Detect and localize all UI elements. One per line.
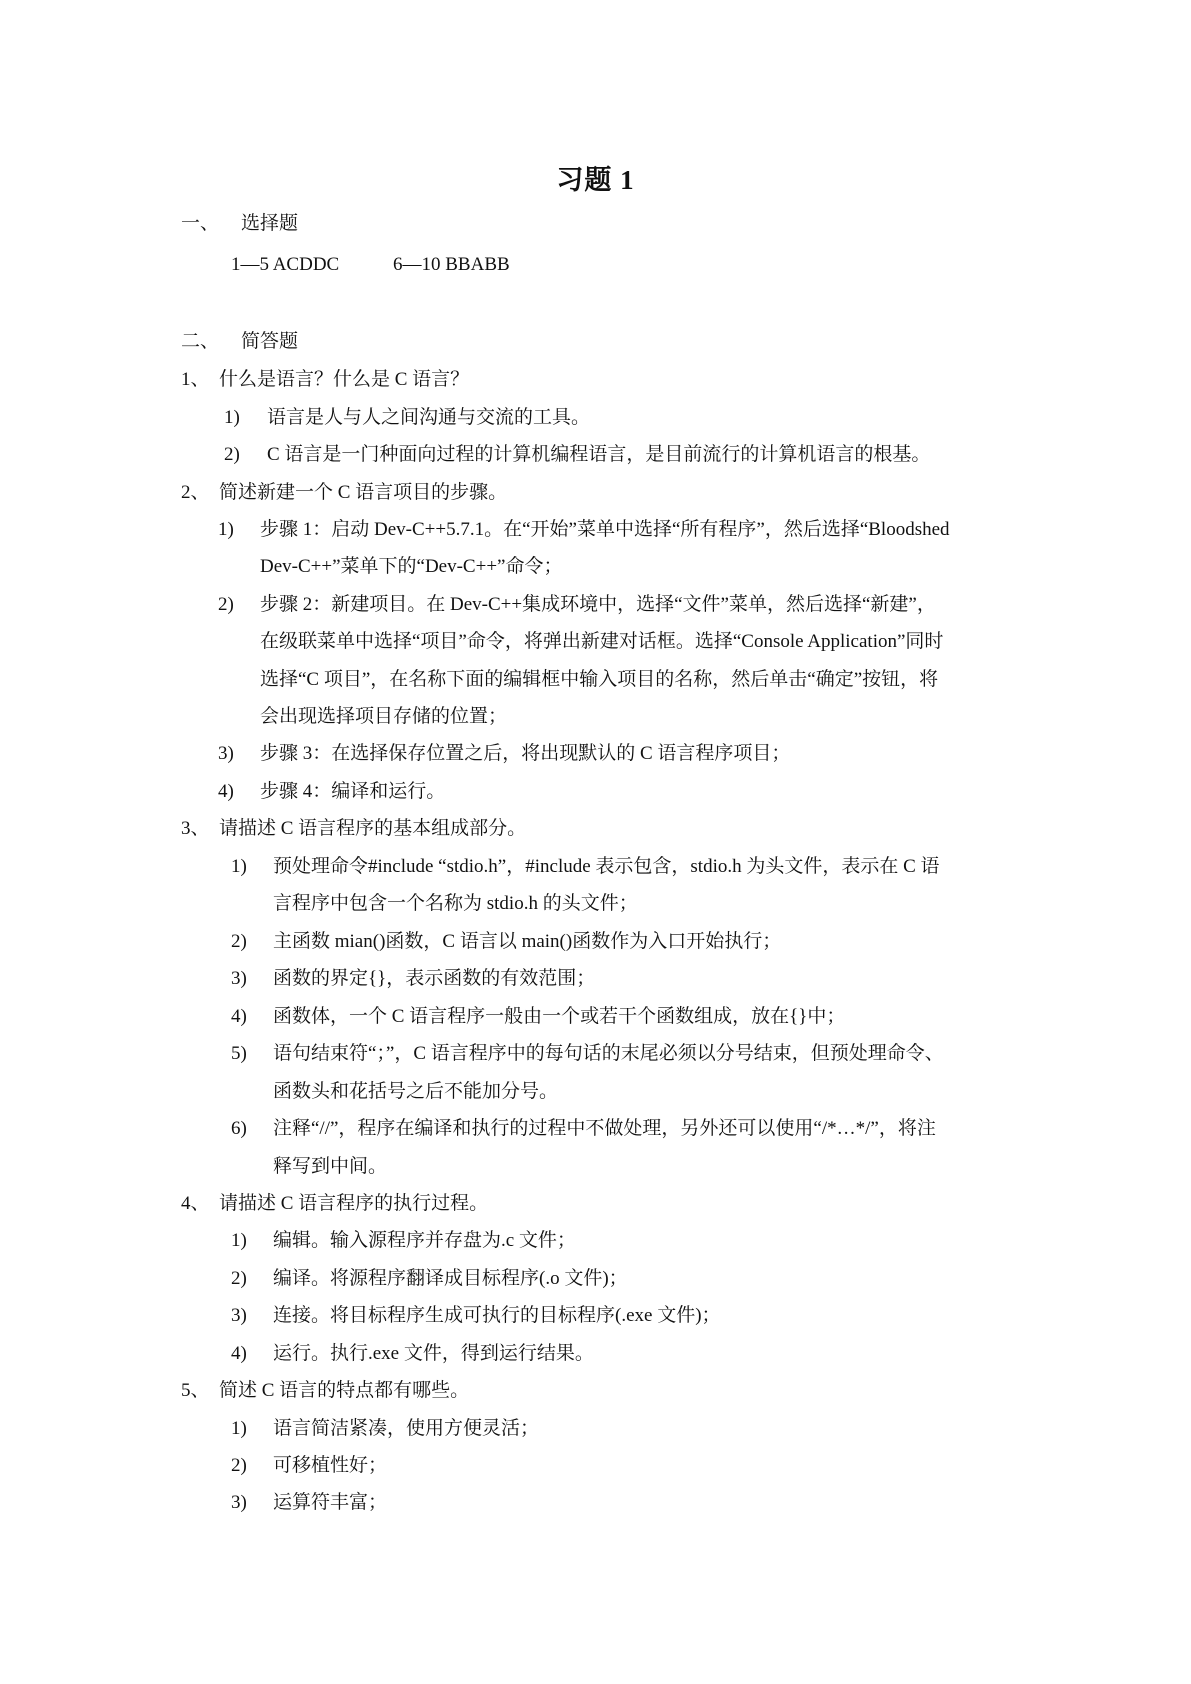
item-continuation: Dev-C++”菜单下的“Dev-C++”命令；: [260, 556, 563, 577]
list-item: [218, 742, 790, 766]
list-item: [231, 1342, 594, 1366]
section-heading-text: 选择题: [241, 213, 299, 234]
item-continuation: 言程序中包含一个名称为 stdio.h 的头文件；: [273, 893, 638, 914]
section-number: 一、: [181, 213, 220, 234]
item-number: 5): [231, 1043, 247, 1064]
item-text: 主函数 mian()函数，C 语言以 main()函数作为入口开始执行；: [273, 931, 782, 952]
list-item: [231, 1417, 539, 1441]
list-item: [231, 967, 595, 991]
item-number: 3): [231, 968, 247, 989]
list-item: [231, 1267, 628, 1291]
question-5: [181, 1379, 469, 1403]
item-text: 步骤 1：启动 Dev-C++5.7.1。在“开始”菜单中选择“所有程序”，然后选择“Bloodshed: [260, 519, 950, 540]
section-number: 二、: [181, 331, 220, 352]
item-number: 1): [231, 1230, 247, 1251]
answers-row-1: 1—5 ACDDC: [231, 254, 340, 275]
item-number: 1): [231, 1418, 247, 1439]
list-item: [231, 1005, 845, 1029]
question-number: 1、: [181, 369, 210, 390]
list-item: [231, 1042, 944, 1066]
answers-row-2: 6—10 BBABB: [393, 254, 510, 275]
section-heading-short-answer: [181, 330, 298, 354]
item-number: 3): [218, 743, 234, 764]
question-number: 4、: [181, 1193, 210, 1214]
question-text: 什么是语言？什么是 C 语言？: [219, 369, 470, 390]
item-text: 编辑。输入源程序并存盘为.c 文件；: [273, 1230, 576, 1251]
item-text: 步骤 4：编译和运行。: [260, 781, 446, 802]
list-item: [231, 855, 940, 879]
list-item: [231, 1454, 387, 1478]
item-text: 连接。将目标程序生成可执行的目标程序(.exe 文件)；: [273, 1305, 721, 1326]
section-heading-text: 简答题: [241, 331, 299, 352]
list-item: [224, 443, 930, 467]
list-item: [231, 1304, 721, 1328]
item-continuation: 选择“C 项目”，在名称下面的编辑框中输入项目的名称，然后单击“确定”按钮，将: [260, 669, 939, 690]
item-text: 函数的界定{}，表示函数的有效范围；: [273, 968, 596, 989]
question-4: [181, 1192, 488, 1216]
question-text: 简述新建一个 C 语言项目的步骤。: [219, 482, 508, 503]
item-continuation: 会出现选择项目存储的位置；: [260, 706, 508, 727]
item-number: 3): [231, 1492, 247, 1513]
item-text: 语句结束符“；”，C 语言程序中的每句话的末尾必须以分号结束，但预处理命令、: [273, 1043, 944, 1064]
list-item: [218, 593, 936, 617]
question-text: 请描述 C 语言程序的基本组成部分。: [219, 818, 527, 839]
question-1: [181, 368, 469, 392]
item-number: 6): [231, 1118, 247, 1139]
question-text: 请描述 C 语言程序的执行过程。: [219, 1193, 489, 1214]
list-item: [224, 406, 590, 430]
question-number: 3、: [181, 818, 210, 839]
item-text: 语言是人与人之间沟通与交流的工具。: [267, 407, 591, 428]
item-text: 步骤 2：新建项目。在 Dev-C++集成环境中，选择“文件”菜单，然后选择“新建”，: [260, 594, 936, 615]
list-item: [218, 780, 445, 804]
item-text: 编译。将源程序翻译成目标程序(.o 文件)；: [273, 1268, 628, 1289]
item-number: 2): [231, 1455, 247, 1476]
list-item: [231, 930, 781, 954]
item-text: 运行。执行.exe 文件，得到运行结果。: [273, 1343, 594, 1364]
item-number: 4): [231, 1006, 247, 1027]
list-item: [231, 1491, 387, 1515]
item-number: 2): [231, 931, 247, 952]
item-number: 4): [218, 781, 234, 802]
item-number: 2): [231, 1268, 247, 1289]
item-number: 1): [231, 856, 247, 877]
item-text: 语言简洁紧凑，使用方便灵活；: [273, 1418, 540, 1439]
item-text: 步骤 3：在选择保存位置之后，将出现默认的 C 语言程序项目；: [260, 743, 791, 764]
item-text: 函数体，一个 C 语言程序一般由一个或若干个函数组成，放在{}中；: [273, 1006, 846, 1027]
item-number: 3): [231, 1305, 247, 1326]
question-number: 5、: [181, 1380, 210, 1401]
list-item: [231, 1229, 576, 1253]
question-number: 2、: [181, 482, 210, 503]
list-item: [231, 1117, 936, 1141]
question-text: 简述 C 语言的特点都有哪些。: [219, 1380, 470, 1401]
item-number: 4): [231, 1343, 247, 1364]
item-text: C 语言是一门种面向过程的计算机编程语言，是目前流行的计算机语言的根基。: [267, 444, 931, 465]
list-item: [218, 518, 950, 542]
item-continuation: 释写到中间。: [273, 1156, 388, 1177]
question-2: [181, 481, 507, 505]
item-text: 可移植性好；: [273, 1455, 388, 1476]
page-title: 习题 1: [556, 165, 635, 195]
item-number: 1): [224, 407, 240, 428]
item-number: 1): [218, 519, 234, 540]
section-heading-choice: [181, 212, 298, 236]
item-continuation: 在级联菜单中选择“项目”命令，将弹出新建对话框。选择“Console Application”同时: [260, 631, 944, 652]
item-text: 运算符丰富；: [273, 1492, 388, 1513]
item-number: 2): [218, 594, 234, 615]
item-text: 注释“//”，程序在编译和执行的过程中不做处理，另外还可以使用“/*…*/”，将注: [273, 1118, 936, 1139]
item-text: 预处理命令#include “stdio.h”，#include 表示包含，stdio.h 为头文件，表示在 C 语: [273, 856, 940, 877]
question-3: [181, 817, 526, 841]
item-continuation: 函数头和花括号之后不能加分号。: [273, 1081, 559, 1102]
item-number: 2): [224, 444, 240, 465]
